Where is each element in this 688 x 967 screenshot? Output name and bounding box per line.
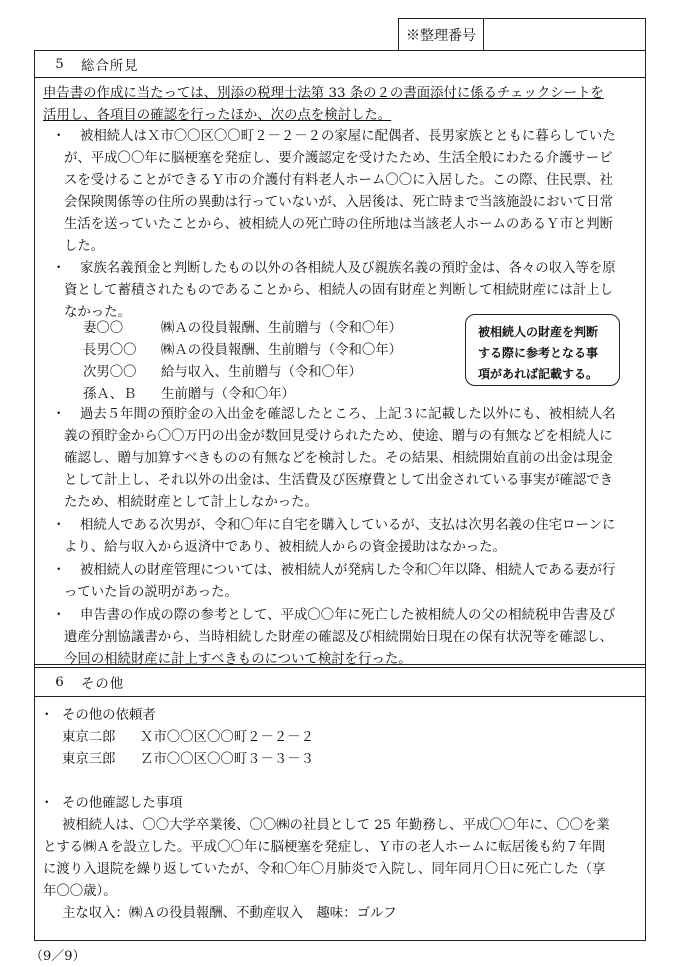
b5-line-1: 被相続人の財産管理については、被相続人が発病した令和〇年以降、相続人である妻が行 <box>80 563 616 578</box>
confirmed-heading: その他確認した事項 <box>62 796 183 811</box>
rel-src-4: 生前贈与（令和〇年） <box>161 387 295 402</box>
b5-line-2: っていた旨の説明があった。 <box>64 585 238 600</box>
callout-line-3: 項があれば記載する。 <box>478 367 599 381</box>
client-1-addr: Ｘ市〇〇区〇〇町２－２－２ <box>140 730 315 745</box>
intro-line-2: 活用し、各項目の確認を行ったほか、次の点を検討した。 <box>43 108 392 123</box>
form-frame <box>34 50 646 941</box>
section5-number: 5 <box>55 56 65 72</box>
b3-line-5: たため、相続財産として計上しなかった。 <box>64 495 318 510</box>
bullet-3-mark: ・ <box>52 407 66 422</box>
client-2-addr: Ｚ市〇〇区〇〇町３－３－３ <box>140 752 315 767</box>
clients-heading: その他の依頼者 <box>62 708 156 723</box>
intro-line-1: 申告書の作成に当たっては、別添の税理士法第 33 条の２の書面添付に係るチェックシートを <box>43 86 604 101</box>
page-number: （9／9） <box>30 949 86 964</box>
bullet-1-mark: ・ <box>52 129 66 144</box>
b3-line-3: 確認し、贈与加算すべきものの有無などを検討した。その結果、相続開始直前の出金は現金 <box>64 451 613 466</box>
rel-who-1: 妻〇〇 <box>83 321 124 336</box>
confirmed-line-4: 年〇〇歳）。 <box>43 884 117 899</box>
confirmed-bullet: ・ <box>40 796 54 811</box>
b4-line-2: より、給与収入から返済中であり、被相続人からの資金援助はなかった。 <box>64 540 506 555</box>
b4-line-1: 相続人である次男が、令和〇年に自宅を購入しているが、支払は次男名義の住宅ローンに <box>80 518 616 533</box>
bullet-4-mark: ・ <box>52 518 66 533</box>
b1-line-3: スを受けることができるＹ市の介護付有料老人ホーム〇〇に入居した。この際、住民票、社 <box>64 173 614 188</box>
reference-number-value <box>484 19 645 50</box>
callout-note <box>465 314 620 386</box>
callout-line-1: 被相続人の財産を判断 <box>478 325 599 339</box>
b3-line-2: 義の預貯金から〇〇万円の出金が数回見受けられたため、使途、贈与の有無などを相続人に <box>64 429 613 444</box>
bullet-5-mark: ・ <box>52 563 66 578</box>
rel-src-1: ㈱Ａの役員報酬、生前贈与（令和〇年） <box>161 321 403 336</box>
b2-line-3: なかった。 <box>64 305 131 320</box>
rel-who-4: 孫Ａ、Ｂ <box>83 387 137 402</box>
b2-line-2: 資として蓄積されたものであることから、相続人の固有財産と判断して相続財産には計上し <box>64 283 614 298</box>
b1-line-5: 生活を送っていたことから、被相続人の死亡時の住所地は当該老人ホームのあるＹ市と判断 <box>64 217 614 232</box>
b1-line-4: 会保険関係等の住所の異動は行っていないが、入居後は、死亡時まで当該施設において日常 <box>64 195 614 210</box>
bullet-2-mark: ・ <box>52 261 66 276</box>
rel-who-2: 長男〇〇 <box>83 343 137 358</box>
confirmed-line-1: 被相続人は、〇〇大学卒業後、〇〇㈱の社員として 25 年勤務し、平成〇〇年に、〇〇を業 <box>62 818 610 833</box>
client-1-name: 東京二郎 <box>62 730 116 745</box>
b6-line-2: 遺産分割協議書から、当時相続した財産の確認及び相続開始日現在の保有状況等を確認し、 <box>64 630 614 645</box>
rel-src-2: ㈱Ａの役員報酬、生前贈与（令和〇年） <box>161 343 403 358</box>
b1-line-2: が、平成〇〇年に脳梗塞を発症し、要介護認定を受けたため、生活全般にわたる介護サービ <box>64 151 613 166</box>
client-2-name: 東京三郎 <box>62 752 116 767</box>
b3-line-1: 過去５年間の預貯金の入出金を確認したところ、上記３に記載した以外にも、被相続人名 <box>80 407 616 422</box>
rel-who-3: 次男〇〇 <box>83 365 137 380</box>
callout-line-2: する際に参考となる事 <box>478 346 599 360</box>
b2-line-1: 家族名義預金と判断したもの以外の各相続人及び親族名義の預貯金は、各々の収入等を原 <box>80 261 616 276</box>
section6-header <box>35 668 645 697</box>
main-income-hobby: 主な収入：㈱Ａの役員報酬、不動産収入 趣味：ゴルフ <box>62 906 397 921</box>
bullet-6-mark: ・ <box>52 608 66 623</box>
b1-line-6: した。 <box>64 239 105 254</box>
b6-line-3: 今回の相続財産に計上すべきものについて検討を行った。 <box>64 652 412 667</box>
section5-title: 総合所見 <box>81 58 139 74</box>
confirmed-line-3: に渡り入退院を繰り返していたが、令和〇年〇月肺炎で入院し、同年同月〇日に死亡した（享 <box>43 862 606 877</box>
section6-title: その他 <box>81 676 125 692</box>
clients-bullet: ・ <box>40 708 54 723</box>
confirmed-line-2: とする㈱Ａを設立した。平成〇〇年に脳梗塞を発症し、Ｙ市の老人ホームに転居後も約７年間 <box>43 840 606 855</box>
section6-number: 6 <box>55 674 65 690</box>
reference-number-box <box>398 18 646 50</box>
b6-line-1: 申告書の作成の際の参考として、平成〇〇年に死亡した被相続人の父の相続税申告書及び <box>80 608 616 623</box>
section5-header <box>35 51 645 78</box>
rel-src-3: 給与収入、生前贈与（令和〇年） <box>161 365 362 380</box>
b3-line-4: として計上し、それ以外の出金は、生活費及び医療費として出金されている事実が確認でき <box>64 473 614 488</box>
reference-number-label: ※整理番号 <box>399 19 484 50</box>
b1-line-1: 被相続人はＸ市〇〇区〇〇町２－２－２の家屋に配偶者、長男家族とともに暮らしていた <box>80 129 616 144</box>
